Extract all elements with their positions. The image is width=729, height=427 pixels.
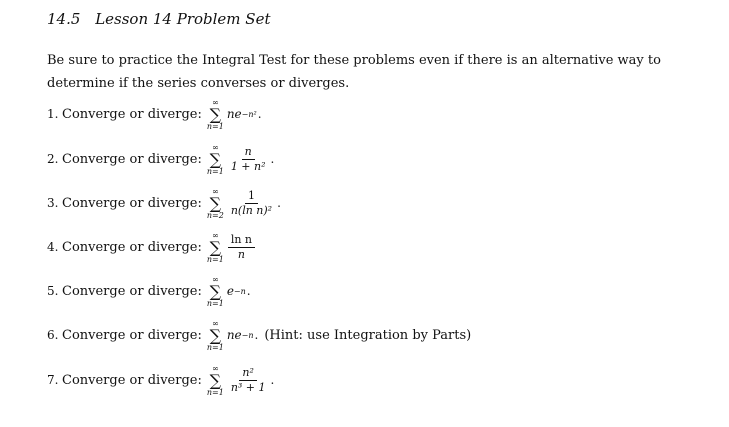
intro-paragraph: Be sure to practice the Integral Test for these problems even if there is an alternative way to determine if the series converses or diverges. — [47, 53, 661, 91]
lower-limit: n=1 — [206, 166, 224, 176]
problem-6 — [47, 315, 471, 355]
fraction-denominator: n — [237, 247, 245, 261]
hint-text: (Hint: use Integration by Parts) — [264, 327, 472, 343]
problem-4 — [47, 227, 256, 267]
problem-label: Converge or diverge: — [62, 151, 202, 167]
term-exponent: −n — [241, 330, 254, 340]
period: . — [277, 196, 281, 210]
upper-limit: ∞ — [212, 97, 219, 107]
fraction — [228, 146, 269, 173]
term-exponent: −n — [233, 286, 246, 296]
series-expression — [205, 275, 251, 308]
problem-label: Converge or diverge: — [62, 106, 202, 122]
summation — [207, 275, 224, 308]
upper-limit: ∞ — [212, 318, 219, 328]
problem-label: Converge or diverge: — [62, 239, 202, 255]
problem-number: 3. — [47, 196, 59, 210]
fraction-numerator: n² — [239, 367, 257, 381]
problem-number: 6. — [47, 328, 59, 342]
problem-label: Converge or diverge: — [62, 327, 202, 343]
sigma-symbol: ∑ — [209, 237, 222, 257]
summation — [207, 319, 224, 352]
problem-number: 4. — [47, 240, 59, 254]
sigma-symbol: ∑ — [209, 149, 222, 169]
period: . — [257, 107, 262, 121]
fraction — [228, 190, 275, 217]
series-expression — [205, 143, 274, 176]
section-title: Lesson 14 Problem Set — [95, 10, 271, 28]
problem-number: 1. — [47, 107, 59, 121]
problem-number: 7. — [47, 373, 59, 387]
summation — [207, 187, 224, 220]
upper-limit: ∞ — [212, 230, 219, 240]
upper-limit: ∞ — [212, 363, 219, 373]
period: . — [254, 328, 259, 342]
series-expression — [205, 98, 262, 131]
problem-number: 5. — [47, 284, 59, 298]
lower-limit: n=1 — [206, 298, 224, 308]
problem-label: Converge or diverge: — [62, 372, 202, 388]
series-term: e — [226, 284, 234, 298]
lower-limit: n=1 — [206, 342, 224, 352]
series-expression — [205, 364, 274, 397]
lower-limit: n=1 — [206, 387, 224, 397]
fraction-numerator: n — [242, 146, 255, 160]
fraction — [228, 234, 255, 261]
series-expression — [205, 187, 281, 220]
problem-number: 2. — [47, 152, 59, 166]
series-term: ne — [226, 328, 242, 342]
sigma-symbol: ∑ — [209, 370, 222, 390]
fraction-numerator: 1 — [245, 190, 258, 204]
problem-2 — [47, 139, 274, 179]
series-term: ne — [226, 107, 242, 121]
summation — [207, 364, 224, 397]
series-expression — [205, 319, 258, 352]
period: . — [270, 152, 275, 166]
problem-5 — [47, 271, 251, 311]
period: . — [270, 373, 275, 387]
series-expression — [205, 231, 256, 264]
fraction-numerator: ln n — [228, 234, 255, 248]
summation — [207, 231, 224, 264]
problem-label: Converge or diverge: — [62, 283, 202, 299]
sigma-symbol: ∑ — [209, 104, 222, 124]
summation — [207, 143, 224, 176]
fraction-denominator: n³ + 1 — [230, 380, 266, 394]
fraction — [228, 367, 269, 394]
upper-limit: ∞ — [212, 186, 219, 196]
lower-limit: n=1 — [206, 254, 224, 264]
problem-1 — [47, 94, 262, 134]
upper-limit: ∞ — [212, 274, 219, 284]
lower-limit: n=1 — [206, 121, 224, 131]
period: . — [246, 284, 251, 298]
problem-3 — [47, 183, 281, 223]
problem-label: Converge or diverge: — [62, 195, 202, 211]
sigma-symbol: ∑ — [209, 193, 222, 213]
upper-limit: ∞ — [212, 142, 219, 152]
term-exponent: −n² — [241, 109, 257, 119]
sigma-symbol: ∑ — [209, 281, 222, 301]
summation — [207, 98, 224, 131]
section-number: 14.5 — [47, 10, 81, 28]
fraction-denominator: 1 + n² — [230, 159, 266, 173]
sigma-symbol: ∑ — [209, 325, 222, 345]
section-heading — [47, 10, 270, 28]
lower-limit: n=2 — [206, 210, 224, 220]
problem-7 — [47, 360, 274, 400]
fraction-denominator: n(ln n)² — [230, 203, 273, 217]
